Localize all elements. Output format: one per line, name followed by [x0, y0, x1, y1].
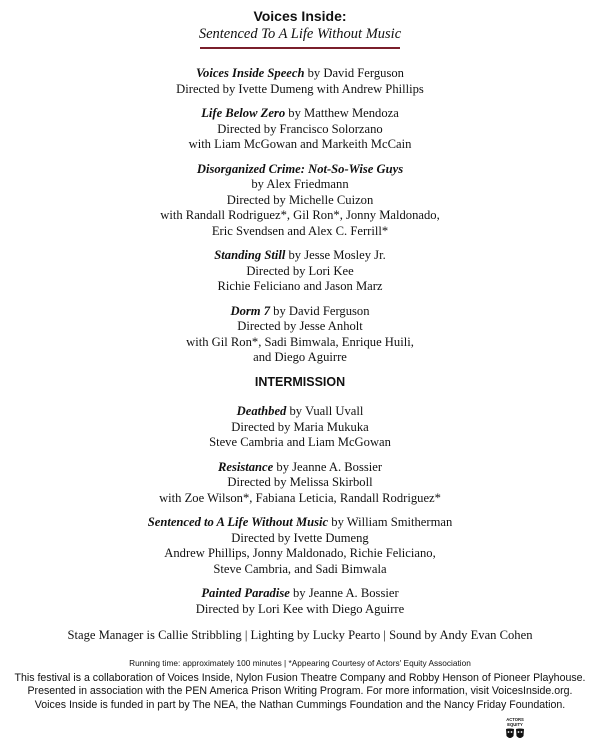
- crew-credits: Stage Manager is Callie Stribbling | Lighting by Lucky Pearto | Sound by Andy Evan Cohen: [67, 628, 533, 642]
- play-entry: [0, 586, 600, 617]
- play-entry: [0, 66, 600, 97]
- play-credit-line: Directed by Francisco Solorzano: [217, 121, 383, 136]
- play-title-line: [0, 248, 600, 264]
- play-credit-line: Directed by Maria Mukuka: [231, 419, 369, 434]
- play-title-line: [0, 404, 600, 420]
- play-title-line: [0, 460, 600, 476]
- play-credit-line: Directed by Lori Kee with Diego Aguirre: [195, 601, 405, 616]
- intermission-label: INTERMISSION: [254, 374, 346, 389]
- play-author: by David Ferguson: [270, 303, 370, 318]
- play-title: Sentenced to A Life Without Music: [147, 515, 329, 529]
- play-title: Standing Still: [214, 248, 286, 262]
- program-part-one: [0, 66, 600, 366]
- play-title-line: [0, 515, 600, 531]
- title-divider: [200, 47, 400, 49]
- program-part-two: [0, 404, 600, 617]
- play-title: Voices Inside Speech: [196, 66, 305, 80]
- play-title: Dorm 7: [230, 303, 271, 318]
- play-entry: [0, 162, 600, 240]
- play-author: by David Ferguson: [304, 66, 404, 80]
- play-credit-line: Richie Feliciano and Jason Marz: [217, 279, 383, 293]
- actors-equity-logo: [504, 718, 526, 744]
- play-title: Disorganized Crime: Not-So-Wise Guys: [196, 161, 404, 176]
- play-credit-line: with Zoe Wilson*, Fabiana Leticia, Randall Rodriguez*: [159, 490, 441, 505]
- play-credit-line: by Alex Friedmann: [251, 177, 349, 191]
- play-credit-line: Steve Cambria and Liam McGowan: [209, 435, 391, 449]
- play-entry: [0, 404, 600, 451]
- play-credit-line: Directed by Michelle Cuizon: [226, 192, 374, 207]
- play-title: Painted Paradise: [201, 586, 290, 600]
- play-title: Life Below Zero: [201, 106, 286, 120]
- play-credit-line: Eric Svendsen and Alex C. Ferrill*: [211, 223, 389, 238]
- play-author: by Jeanne A. Bossier: [289, 586, 399, 600]
- play-title-line: [0, 586, 600, 602]
- play-credit-line: with Randall Rodriguez*, Gil Ron*, Jonny Maldonado,: [160, 208, 440, 222]
- play-credit-line: Directed by Melissa Skirboll: [227, 475, 373, 489]
- play-entry: [0, 248, 600, 295]
- play-entry: [0, 515, 600, 577]
- play-credit-line: Andrew Phillips, Jonny Maldonado, Richie Feliciano,: [164, 546, 436, 560]
- running-time-note: Running time: approximately 100 minutes | *Appearing Courtesy of Actors' Equity Association: [129, 658, 471, 668]
- page-subtitle: Sentenced To A Life Without Music: [198, 26, 402, 42]
- program-header: [0, 8, 600, 43]
- play-author: by William Smitherman: [328, 515, 453, 529]
- theatre-masks-icon: [505, 728, 525, 742]
- play-title-line: [0, 106, 600, 122]
- play-credit-line: Directed by Ivette Dumeng: [231, 530, 369, 545]
- play-title-line: [0, 162, 600, 178]
- page-title: Voices Inside:: [253, 8, 347, 24]
- play-author: by Jesse Mosley Jr.: [285, 248, 386, 262]
- play-author: by Jeanne A. Bossier: [273, 459, 383, 474]
- play-credit-line: Directed by Ivette Dumeng with Andrew Phillips: [176, 81, 424, 96]
- play-entry: [0, 106, 600, 153]
- play-credit-line: Steve Cambria, and Sadi Bimwala: [213, 561, 387, 576]
- play-credit-line: with Liam McGowan and Markeith McCain: [188, 137, 412, 151]
- play-title: Resistance: [217, 459, 274, 474]
- play-title-line: [0, 304, 600, 320]
- play-entry: [0, 460, 600, 507]
- logo-text: ACTORS EQUITY: [506, 717, 524, 727]
- play-credit-line: Directed by Lori Kee: [246, 263, 354, 278]
- play-title: Deathbed: [236, 404, 287, 418]
- play-credit-line: and Diego Aguirre: [253, 350, 347, 364]
- footer-text: This festival is a collaboration of Voices Inside, Nylon Fusion Theatre Company and Robby Henson of Pioneer Playhouse. Presented in association with the PEN America Prison Writing Program. For more information, visit VoicesInside.org. Voices Inside is funded in part by The NEA, the Nathan Cummings Foundation and the Nancy Friday Foundation.: [14, 672, 586, 711]
- play-title-line: [0, 66, 600, 82]
- play-author: by Vuall Uvall: [286, 404, 364, 418]
- play-entry: [0, 304, 600, 366]
- play-credit-line: Directed by Jesse Anholt: [237, 319, 363, 333]
- play-program: [0, 66, 600, 626]
- play-author: by Matthew Mendoza: [285, 106, 399, 120]
- play-credit-line: with Gil Ron*, Sadi Bimwala, Enrique Huili,: [186, 334, 414, 349]
